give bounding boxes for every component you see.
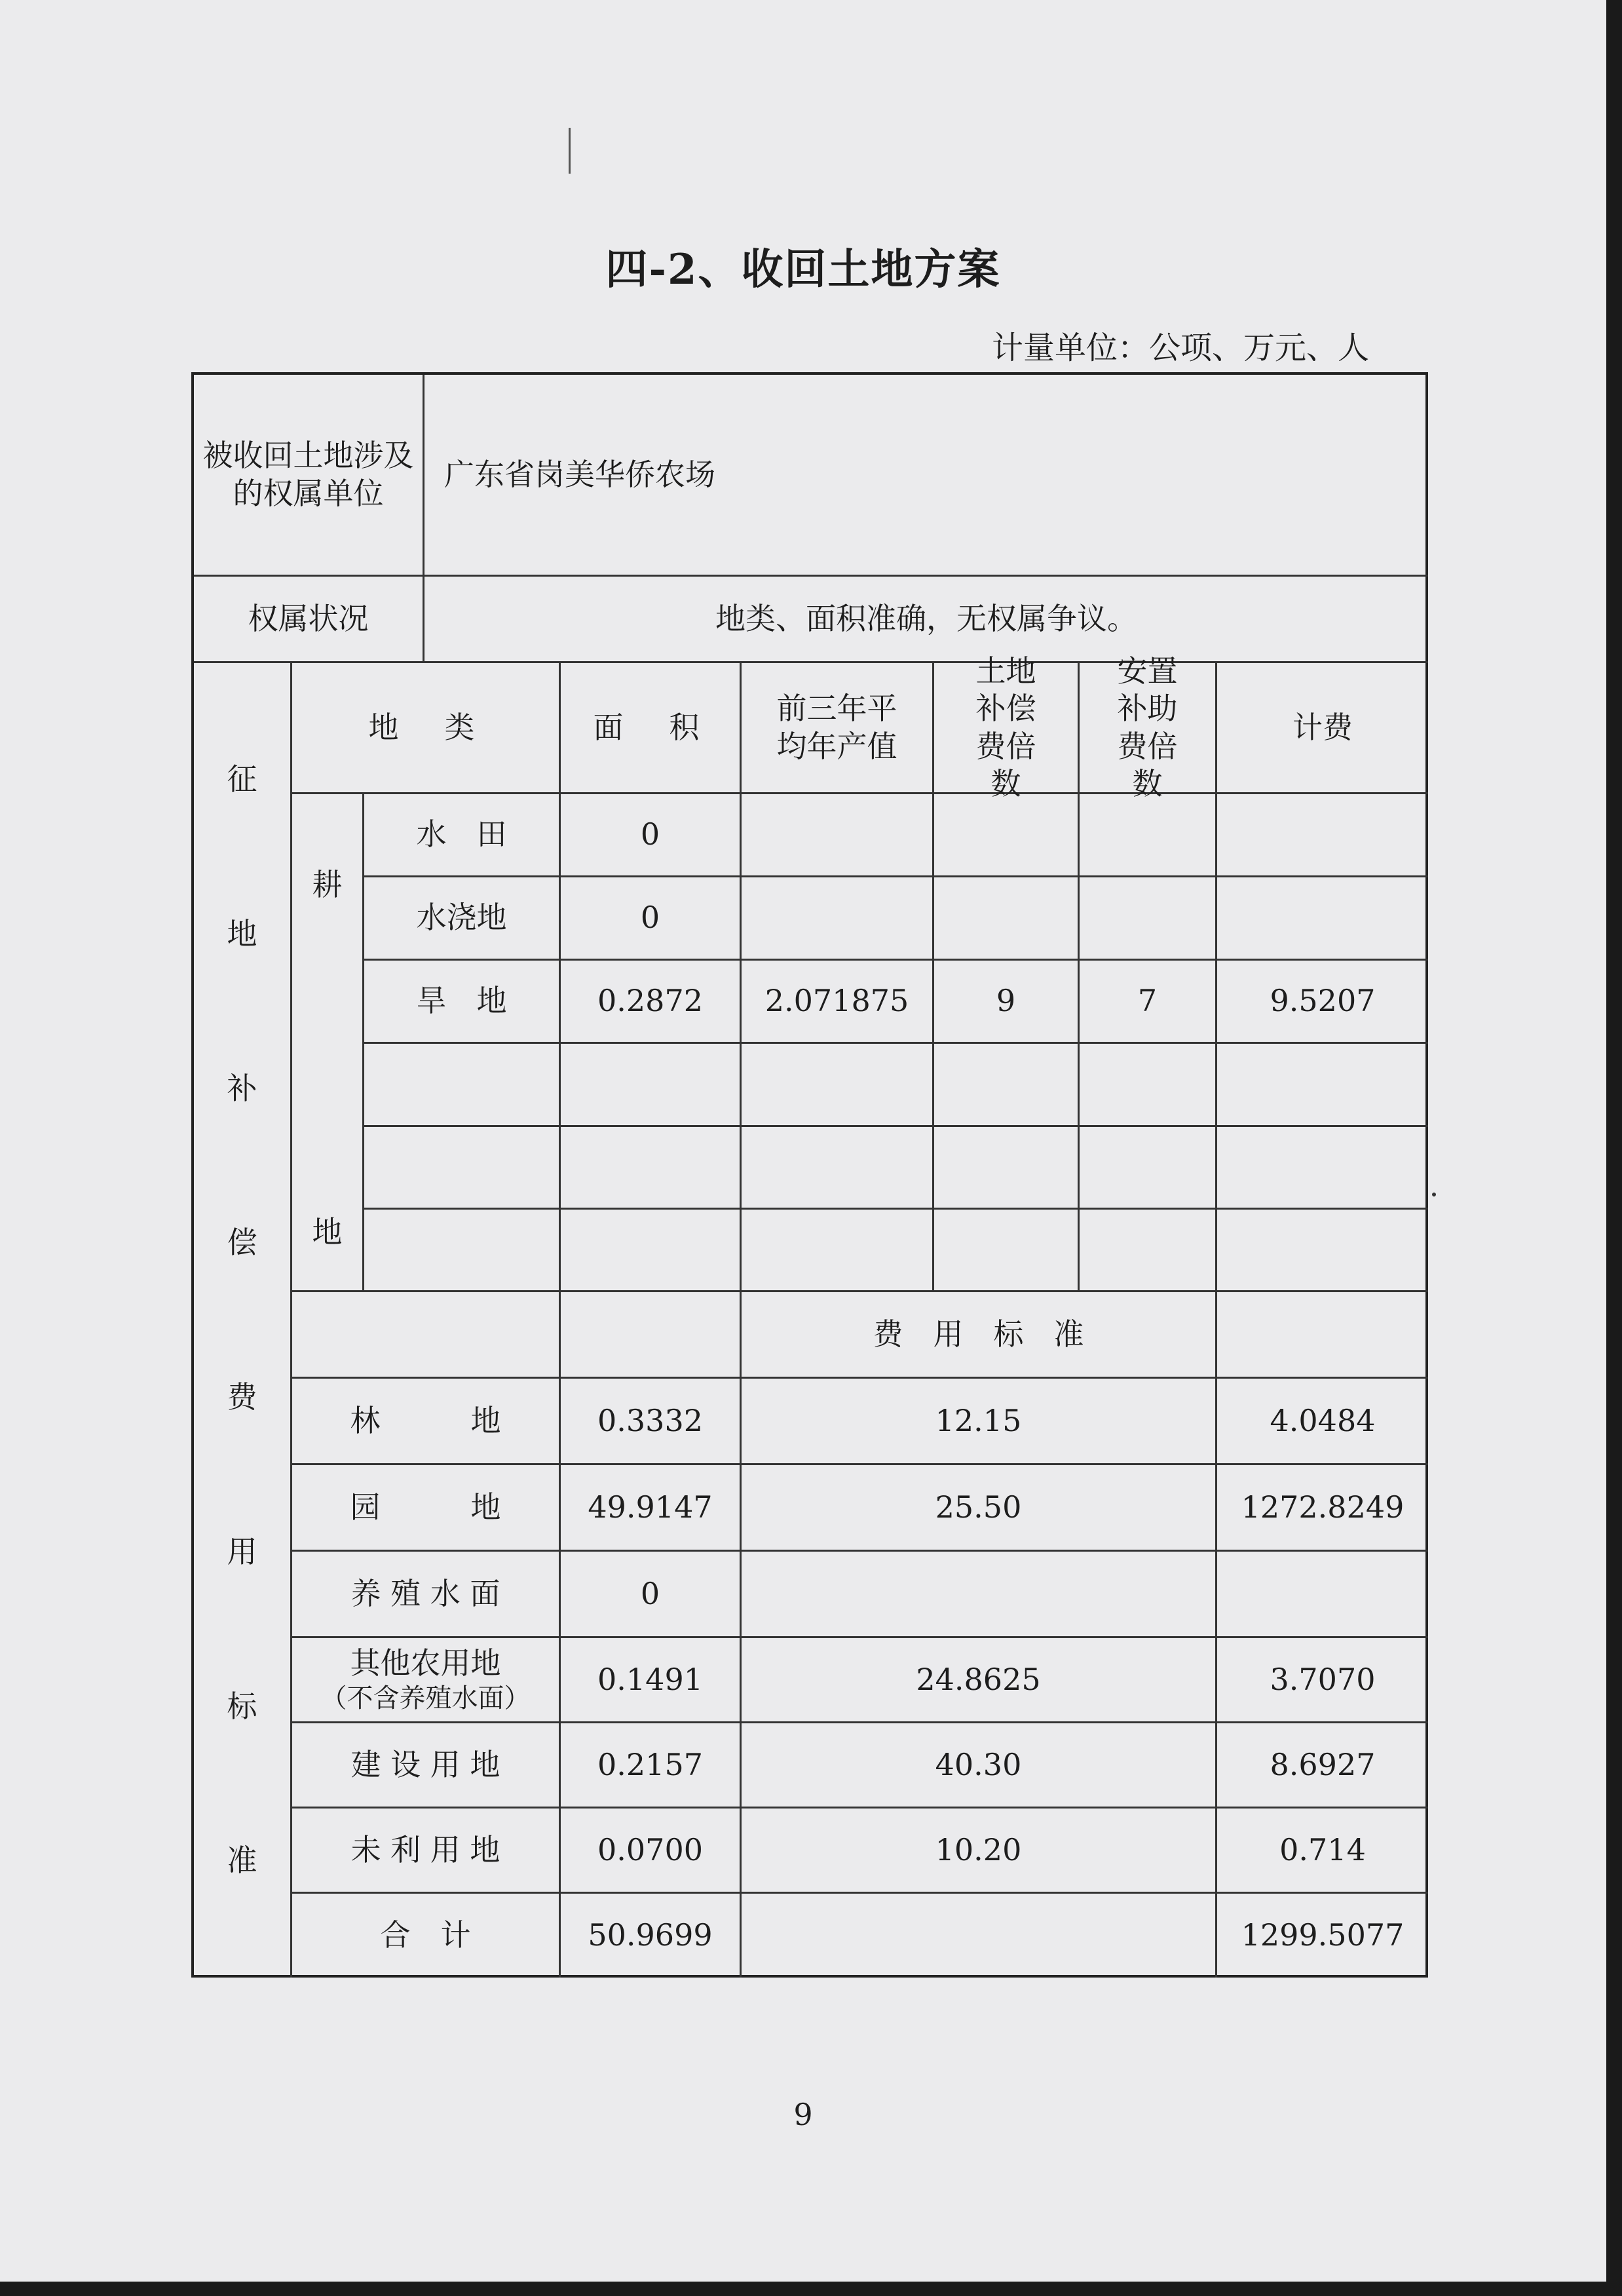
cultivated-type: 旱 地 <box>364 961 561 1044</box>
empty-cell <box>934 1044 1080 1127</box>
other-area: 0.0700 <box>561 1808 742 1894</box>
empty-cell <box>1217 1044 1428 1127</box>
other-type: 园 地 <box>292 1465 561 1552</box>
other-standard: 10.20 <box>742 1808 1217 1894</box>
cultivated-land-multiple <box>934 877 1080 961</box>
status-value: 地类、面积准确，无权属争议。 <box>424 577 1428 663</box>
empty-cell <box>1217 1292 1428 1379</box>
empty-cell <box>561 1044 742 1127</box>
total-fee: 1299.5077 <box>1241 1917 1405 1953</box>
header-land-type: 地 类 <box>292 663 561 794</box>
other-area: 0.1491 <box>561 1638 742 1723</box>
side-char: 标 <box>227 1688 257 1724</box>
side-char: 征 <box>227 761 257 797</box>
page-title: 四-2、收回土地方案 <box>605 245 1001 294</box>
empty-cell <box>742 1127 934 1210</box>
cultivated-type: 水 田 <box>364 794 561 877</box>
other-fee <box>1217 1552 1428 1638</box>
empty-cell <box>742 1894 1217 1978</box>
cultivated-avg-output: 2.071875 <box>742 961 934 1044</box>
empty-cell <box>742 1044 934 1127</box>
empty-cell <box>1217 1210 1428 1292</box>
side-char: 地 <box>227 915 257 951</box>
side-label <box>194 663 292 1978</box>
cultivated-label <box>292 794 364 1292</box>
cultivated-label-bottom: 地 <box>312 1214 343 1250</box>
cultivated-resettle-multiple: 7 <box>1080 961 1217 1044</box>
status-label: 权属状况 <box>194 577 424 663</box>
scan-speck <box>1432 1193 1436 1196</box>
empty-cell <box>561 1127 742 1210</box>
empty-cell <box>1217 1127 1428 1210</box>
total-label: 合 计 <box>292 1894 561 1978</box>
other-fee: 0.714 <box>1217 1808 1428 1894</box>
other-standard: 40.30 <box>742 1723 1217 1808</box>
owner-label: 被收回土地涉及的权属单位 <box>194 375 424 577</box>
other-type: 养 殖 水 面 <box>292 1552 561 1638</box>
cultivated-avg-output <box>742 794 934 877</box>
cultivated-area: 0 <box>561 794 742 877</box>
other-type-name: 其他农用地 <box>350 1645 501 1681</box>
empty-cell <box>364 1044 561 1127</box>
cultivated-resettle-multiple <box>1080 794 1217 877</box>
header-resettle-multiple: 安置补助费倍数 <box>1080 663 1217 794</box>
other-type: 未 利 用 地 <box>292 1808 561 1894</box>
other-fee: 3.7070 <box>1217 1638 1428 1723</box>
header-area: 面 积 <box>561 663 742 794</box>
empty-cell <box>934 1210 1080 1292</box>
cultivated-fee <box>1217 877 1428 961</box>
empty-cell <box>364 1127 561 1210</box>
other-fee: 1272.8249 <box>1217 1465 1428 1552</box>
header-fee: 计费 <box>1217 663 1428 794</box>
cultivated-area: 0.2872 <box>561 961 742 1044</box>
other-standard: 12.15 <box>742 1379 1217 1465</box>
page-number: 9 <box>793 2097 813 2132</box>
other-area: 0 <box>561 1552 742 1638</box>
other-area: 0.2157 <box>561 1723 742 1808</box>
standard-header: 费 用 标 准 <box>742 1292 1217 1379</box>
header-land-multiple: 土地补偿费倍数 <box>934 663 1080 794</box>
scan-mark <box>569 128 571 174</box>
other-area: 49.9147 <box>561 1465 742 1552</box>
empty-cell <box>934 1127 1080 1210</box>
other-type: 建 设 用 地 <box>292 1723 561 1808</box>
cultivated-type: 水浇地 <box>364 877 561 961</box>
cultivated-label-top: 耕 <box>312 867 343 902</box>
other-fee: 4.0484 <box>1217 1379 1428 1465</box>
cultivated-fee <box>1217 794 1428 877</box>
side-char: 用 <box>227 1533 257 1569</box>
cultivated-area: 0 <box>561 877 742 961</box>
cultivated-resettle-multiple <box>1080 877 1217 961</box>
empty-cell <box>1080 1210 1217 1292</box>
owner-value: 广东省岗美华侨农场 <box>424 375 1428 577</box>
empty-cell <box>364 1210 561 1292</box>
empty-cell <box>561 1210 742 1292</box>
other-type: 林 地 <box>292 1379 561 1465</box>
unit-note: 计量单位：公项、万元、人 <box>991 330 1369 366</box>
other-fee: 8.6927 <box>1217 1723 1428 1808</box>
land-recovery-table <box>191 372 1428 1978</box>
empty-cell <box>1080 1127 1217 1210</box>
other-type <box>292 1638 561 1723</box>
other-type-note: （不含养殖水面） <box>320 1683 531 1714</box>
other-area: 0.3332 <box>561 1379 742 1465</box>
empty-cell <box>292 1292 561 1379</box>
other-standard: 25.50 <box>742 1465 1217 1552</box>
side-char: 偿 <box>227 1225 257 1261</box>
side-char: 费 <box>227 1379 257 1415</box>
side-char: 准 <box>227 1843 257 1879</box>
side-char: 补 <box>227 1070 257 1106</box>
other-standard <box>742 1552 1217 1638</box>
other-standard: 24.8625 <box>742 1638 1217 1723</box>
cultivated-land-multiple <box>934 794 1080 877</box>
empty-cell <box>742 1210 934 1292</box>
header-avg-output: 前三年平均年产值 <box>742 663 934 794</box>
empty-cell <box>561 1292 742 1379</box>
cultivated-land-multiple: 9 <box>934 961 1080 1044</box>
empty-cell <box>1080 1044 1217 1127</box>
cultivated-fee: 9.5207 <box>1217 961 1428 1044</box>
total-area: 50.9699 <box>561 1894 742 1978</box>
cultivated-avg-output <box>742 877 934 961</box>
